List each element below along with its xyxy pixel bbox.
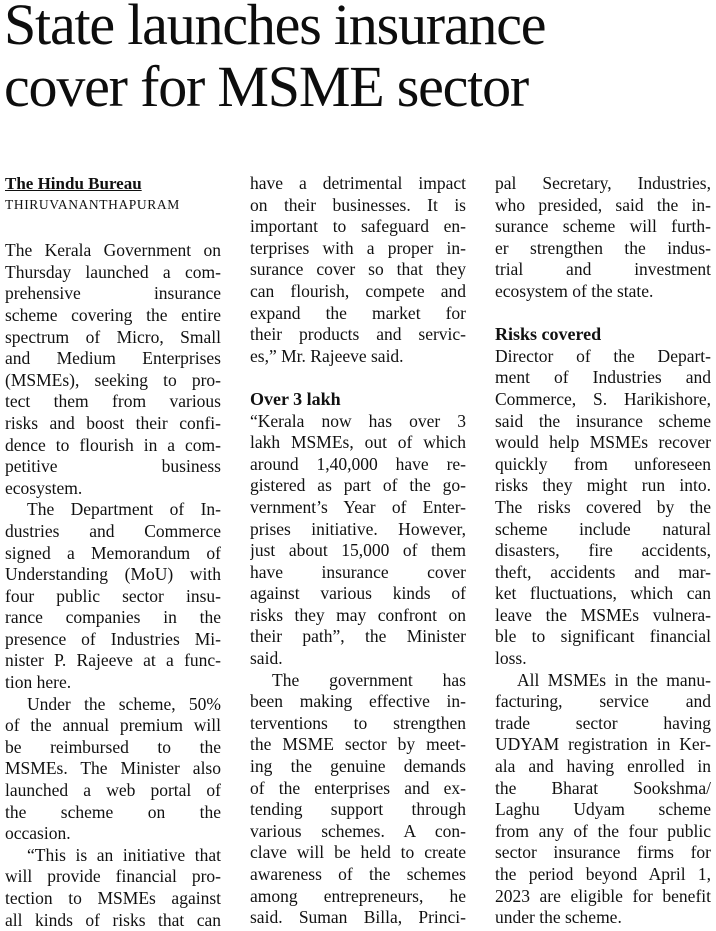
- text-line: disasters, fire accidents,: [495, 540, 711, 561]
- text-line: ecosystem.: [5, 477, 83, 498]
- text-line: tection to MSMEs against: [5, 888, 221, 908]
- text-line: the period beyond April 1,: [495, 864, 711, 884]
- text-line: scheme covering the entire: [5, 304, 221, 325]
- text-line: vernment’s Year of Enter-: [250, 496, 466, 517]
- text-line: (MSMEs), seeking to pro-: [5, 369, 221, 390]
- text-line: launched a web portal of: [5, 780, 221, 801]
- text-line: Commerce, S. Harikishore,: [495, 388, 711, 409]
- headline: [4, 0, 716, 118]
- text-line: Thursday launched a com-: [5, 261, 221, 282]
- text-line: their path”, the Minister: [250, 626, 466, 647]
- text-line: lakh MSMEs, out of which: [250, 432, 466, 453]
- text-line: prehensive insurance: [5, 283, 221, 304]
- column-3-body-bottom: [495, 346, 711, 929]
- text-line: said.: [250, 648, 283, 669]
- column-1-body: [5, 240, 221, 931]
- text-line: occasion.: [5, 823, 71, 844]
- text-line: just about 15,000 of them: [250, 540, 466, 561]
- text-line: petitive business: [5, 456, 221, 477]
- headline-line: cover for MSME sector: [4, 54, 529, 119]
- headline-line: State launches insurance: [4, 0, 546, 57]
- text-line: quickly from unforeseen: [495, 453, 711, 474]
- text-line: signed a Memorandum of: [5, 542, 221, 563]
- text-line: UDYAM registration in Ker-: [495, 734, 711, 755]
- text-line: trade sector having: [495, 712, 711, 733]
- paragraph-gap: [250, 367, 466, 389]
- text-line: tect them from various: [5, 391, 221, 412]
- text-line: loss.: [495, 648, 527, 669]
- text-line: will provide financial pro-: [5, 866, 221, 887]
- text-line: terprises with a proper in-: [250, 237, 466, 258]
- column-3-body-top: [495, 173, 711, 303]
- text-line: expand the market for: [250, 302, 466, 323]
- text-line: clave will be held to create: [250, 842, 466, 863]
- text-line: The government has: [272, 669, 466, 690]
- subhead-over-3-lakh: Over 3 lakh: [250, 388, 341, 409]
- text-line: ing the genuine demands: [250, 756, 466, 777]
- text-line: pal Secretary, Industries,: [495, 173, 711, 193]
- text-line: be reimbursed to the: [5, 736, 221, 757]
- paragraph-gap: [5, 219, 221, 241]
- column-2-body-top: [250, 173, 466, 367]
- article-column-1: [5, 173, 221, 931]
- text-line: who presided, said the in-: [495, 194, 711, 215]
- text-line: “This is an initiative that: [27, 844, 221, 865]
- text-line: all kinds of risks that can: [5, 909, 221, 930]
- text-line: said the insurance scheme: [495, 410, 711, 431]
- text-line: nister P. Rajeeve at a func-: [5, 650, 221, 671]
- text-line: The Kerala Government on: [5, 240, 221, 261]
- text-line: risks and boost their confi-: [5, 412, 221, 433]
- text-line: surance cover so that they: [250, 259, 466, 280]
- text-line: es,” Mr. Rajeeve said.: [250, 345, 404, 366]
- text-line: Understanding (MoU) with: [5, 564, 221, 585]
- text-line: presence of Industries Mi-: [5, 628, 221, 649]
- text-line: ment of Industries and: [495, 367, 711, 388]
- text-line: of the enterprises and ex-: [250, 777, 466, 798]
- text-line: from any of the four public: [495, 820, 711, 841]
- text-line: The Department of In-: [27, 499, 221, 520]
- text-line: against various kinds of: [250, 583, 466, 604]
- text-line: ecosystem of the state.: [495, 280, 654, 301]
- text-line: ala and having enrolled in: [495, 756, 711, 777]
- paragraph-gap: [495, 303, 711, 325]
- text-line: have a detrimental impact: [250, 173, 466, 193]
- text-line: dustries and Commerce: [5, 520, 221, 541]
- text-line: can flourish, compete and: [250, 280, 466, 301]
- dateline: THIRUVANANTHAPURAM: [5, 196, 180, 212]
- text-line: would help MSMEs recover: [495, 432, 711, 453]
- text-line: and Medium Enterprises: [5, 348, 221, 369]
- text-line: The risks covered by the: [495, 496, 711, 517]
- text-line: Under the scheme, 50%: [27, 693, 221, 714]
- text-line: ket fluctuations, which can: [495, 583, 711, 604]
- text-line: theft, accidents and mar-: [495, 561, 711, 582]
- text-line: spectrum of Micro, Small: [5, 326, 221, 347]
- text-line: various schemes. A con-: [250, 820, 466, 841]
- text-line: prises initiative. However,: [250, 518, 466, 539]
- article-column-3: [495, 173, 711, 929]
- text-line: rance companies in the: [5, 607, 221, 628]
- text-line: four public sector insu-: [5, 585, 221, 606]
- text-line: the Bharat Sookshma/: [495, 777, 711, 798]
- text-line: Laghu Udyam scheme: [495, 799, 711, 820]
- text-line: gistered as part of the go-: [250, 475, 466, 496]
- text-line: important to safeguard en-: [250, 216, 466, 237]
- text-line: scheme include natural: [495, 518, 711, 539]
- text-line: tion here.: [5, 672, 72, 693]
- text-line: surance scheme will furth-: [495, 216, 711, 237]
- text-line: 2023 are eligible for benefit: [495, 885, 711, 906]
- text-line: risks they might run into.: [495, 475, 711, 496]
- text-line: awareness of the schemes: [250, 864, 466, 884]
- text-line: their products and servic-: [250, 324, 466, 345]
- text-line: leave the MSMEs vulnera-: [495, 604, 711, 625]
- text-line: tending support through: [250, 799, 466, 820]
- article-column-2: [250, 173, 466, 929]
- text-line: said. Suman Billa, Princi-: [250, 907, 466, 928]
- byline: The Hindu Bureau: [5, 174, 142, 193]
- text-line: er strengthen the indus-: [495, 237, 711, 258]
- text-line: trial and investment: [495, 259, 711, 280]
- text-line: on their businesses. It is: [250, 194, 466, 215]
- text-line: have insurance cover: [250, 561, 466, 582]
- text-line: under the scheme.: [495, 907, 622, 928]
- text-line: Director of the Depart-: [495, 345, 711, 366]
- text-line: of the annual premium will: [5, 715, 221, 736]
- text-line: terventions to strengthen: [250, 712, 466, 733]
- text-line: facturing, service and: [495, 691, 711, 712]
- text-line: “Kerala now has over 3: [250, 410, 466, 431]
- text-line: dence to flourish in a com-: [5, 434, 221, 455]
- text-line: the MSME sector by meet-: [250, 734, 466, 755]
- text-line: been making effective in-: [250, 691, 466, 712]
- subhead-risks-covered: Risks covered: [495, 324, 602, 345]
- text-line: risks they may confront on: [250, 604, 466, 625]
- text-line: ble to significant financial: [495, 626, 711, 647]
- text-line: MSMEs. The Minister also: [5, 758, 221, 779]
- text-line: the scheme on the: [5, 801, 221, 822]
- text-line: among entrepreneurs, he: [250, 885, 466, 906]
- text-line: sector insurance firms for: [495, 842, 711, 863]
- text-line: All MSMEs in the manu-: [517, 669, 711, 690]
- column-2-body-bottom: [250, 411, 466, 929]
- text-line: around 1,40,000 have re-: [250, 453, 466, 474]
